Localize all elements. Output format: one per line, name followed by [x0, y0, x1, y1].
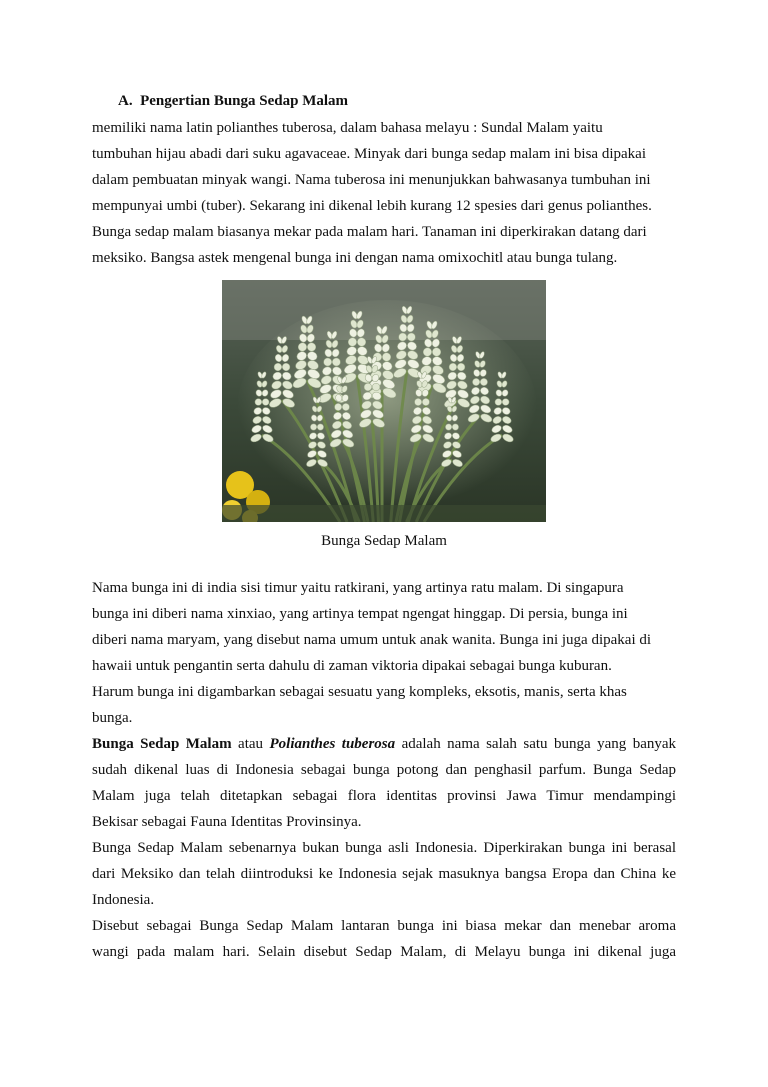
para2-first-line	[92, 734, 676, 760]
intro-line: meksiko. Bangsa astek mengenal bunga ini dengan nama omixochitl atau bunga tulang.	[92, 250, 618, 266]
para3-line: Indonesia.	[92, 892, 155, 908]
connector-word: atau	[238, 736, 264, 752]
intro-line: dalam pembuatan minyak wangi. Nama tuberosa ini menunjukkan bahwasanya tumbuhan ini	[92, 172, 651, 188]
intro-line: Bunga sedap malam biasanya mekar pada malam hari. Tanaman ini diperkirakan datang dari	[92, 224, 647, 240]
para4-line: wangi pada malam hari. Selain disebut Sedap Malam, di Melayu bunga ini dikenal juga	[92, 944, 676, 960]
para1-line: diberi nama maryam, yang disebut nama umum untuk anak wanita. Bunga ini juga dipakai di	[92, 632, 652, 648]
tuberose-illustration	[222, 280, 546, 522]
section-marker: A.	[118, 93, 133, 109]
para2-line: sudah dikenal luas di Indonesia sebagai bunga potong dan penghasil parfum. Bunga Sedap	[92, 762, 676, 778]
section-title: Pengertian Bunga Sedap Malam	[140, 93, 349, 109]
section-heading	[118, 93, 348, 110]
figure-caption: Bunga Sedap Malam	[321, 533, 447, 549]
para2-rest: adalah nama salah satu bunga yang banyak	[401, 736, 676, 752]
para4-line: Disebut sebagai Bunga Sedap Malam lantaran bunga ini biasa mekar dan menebar aroma	[92, 918, 676, 934]
para1-line: bunga ini diberi nama xinxiao, yang artinya tempat ngengat hinggap. Di persia, bunga ini	[92, 606, 628, 622]
para2-line: Bekisar sebagai Fauna Identitas Provinsinya.	[92, 814, 362, 830]
para2-line: Malam juga telah ditetapkan sebagai flora identitas provinsi Jawa Timur mendampingi	[92, 788, 676, 804]
para1-line: Nama bunga ini di india sisi timur yaitu ratkirani, yang artinya ratu malam. Di singapura	[92, 580, 624, 596]
intro-line: memiliki nama latin polianthes tuberosa, dalam bahasa melayu : Sundal Malam yaitu	[92, 120, 603, 136]
intro-paragraph	[92, 118, 676, 274]
para3-line: Bunga Sedap Malam sebenarnya bukan bunga asli Indonesia. Diperkirakan bunga ini berasal	[92, 840, 676, 856]
para1-line: hawaii untuk pengantin serta dahulu di zaman viktoria dipakai sebagai bunga kuburan.	[92, 658, 612, 674]
intro-line: tumbuhan hijau abadi dari suku agavaceae. Minyak dari bunga sedap malam ini bisa dipakai	[92, 146, 646, 162]
intro-line: mempunyai umbi (tuber). Sekarang ini dikenal lebih kurang 12 spesies dari genus polianthes.	[92, 198, 652, 214]
latin-name: Polianthes tuberosa	[269, 736, 396, 752]
para1-line: bunga.	[92, 710, 133, 726]
para1-line: Harum bunga ini digambarkan sebagai sesuatu yang kompleks, eksotis, manis, serta khas	[92, 684, 627, 700]
body-text	[92, 578, 676, 968]
para3-line: dari Meksiko dan telah diintroduksi ke Indonesia sejak masuknya bangsa Eropa dan China ke	[92, 866, 676, 882]
bold-lead: Bunga Sedap Malam	[92, 736, 232, 752]
tuberose-photo	[222, 280, 546, 522]
